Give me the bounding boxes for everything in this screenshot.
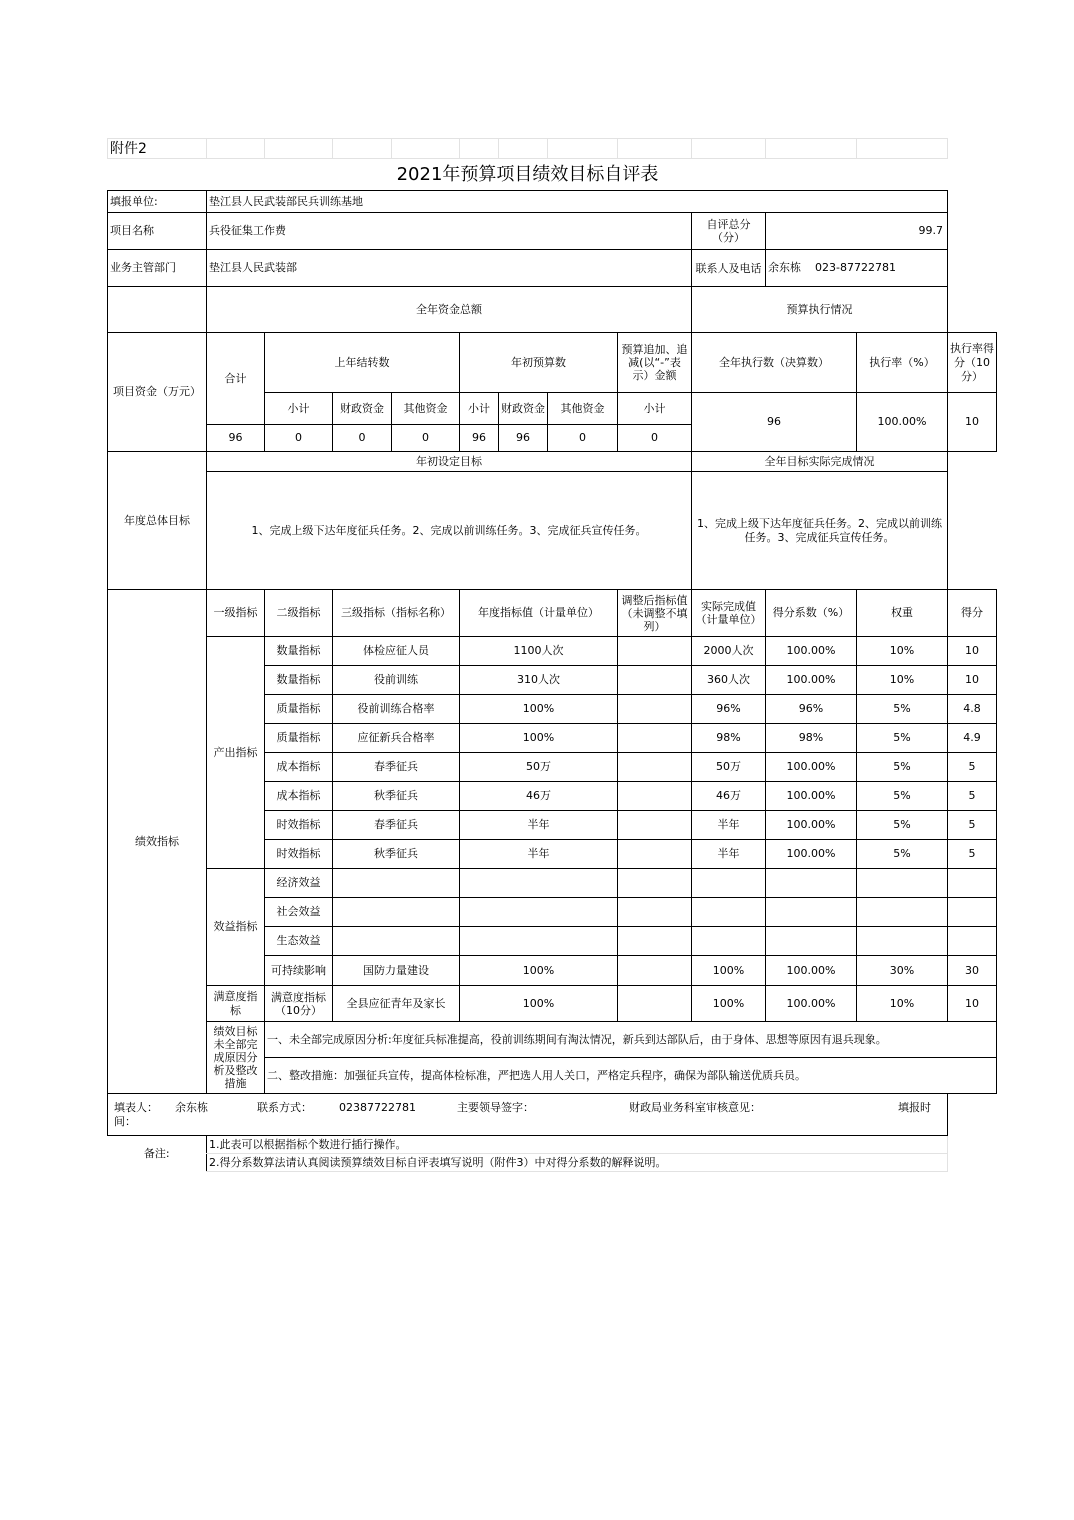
table-cell: 数量指标: [265, 666, 333, 695]
exec-rate-label: 执行率（%）: [857, 333, 948, 393]
table-cell: 经济效益: [265, 869, 333, 898]
table-cell: 应征新兵合格率: [333, 724, 460, 753]
satisfaction-label: 满意度指标: [207, 986, 265, 1022]
funds-total-header: 全年资金总额: [207, 287, 692, 333]
perf-header: 一级指标: [207, 590, 265, 637]
adjust-subtotal-label: 小计: [618, 393, 692, 425]
table-cell: 100.00%: [766, 666, 857, 695]
table-cell: 役前训练: [333, 666, 460, 695]
table-cell: [618, 956, 692, 986]
table-cell: 5: [948, 782, 997, 811]
table-cell: 10%: [857, 986, 948, 1022]
dept-value: 垫江县人民武装部: [207, 250, 692, 287]
table-cell: 5%: [857, 811, 948, 840]
table-cell: 春季征兵: [333, 753, 460, 782]
filler-label: 填表人：: [114, 1100, 158, 1114]
table-cell: 5%: [857, 840, 948, 869]
contact-label: 联系人及电话: [692, 250, 766, 287]
table-cell: [618, 637, 692, 666]
table-cell: 96%: [766, 695, 857, 724]
table-cell: 国防力量建设: [333, 956, 460, 986]
table-cell: 96%: [692, 695, 766, 724]
table-cell: 数量指标: [265, 637, 333, 666]
table-cell: 10%: [857, 637, 948, 666]
dept-label: 业务主管部门: [108, 250, 207, 287]
table-cell: 100%: [460, 986, 618, 1022]
table-cell: 50万: [692, 753, 766, 782]
table-cell: 98%: [766, 724, 857, 753]
footer-contact-label: 联系方式：: [257, 1100, 312, 1114]
funds-value: 96: [499, 425, 548, 452]
table-cell: 10: [948, 637, 997, 666]
table-cell: 成本指标: [265, 782, 333, 811]
table-cell: 时效指标: [265, 840, 333, 869]
funds-value: 0: [548, 425, 618, 452]
self-evaluation-form: [107, 138, 997, 1172]
table-cell: 春季征兵: [333, 811, 460, 840]
table-cell: 46万: [692, 782, 766, 811]
table-cell: 100%: [460, 724, 618, 753]
table-cell: 5: [948, 753, 997, 782]
table-cell: [618, 840, 692, 869]
table-cell: 30%: [857, 956, 948, 986]
finance-label: 财政局业务科室审核意见：: [628, 1100, 761, 1114]
perf-header: 得分系数（%）: [766, 590, 857, 637]
funds-value: 0: [392, 425, 460, 452]
unit-value: 垫江县人民武装部民兵训练基地: [207, 191, 948, 213]
carry-other-label: 其他资金: [392, 393, 460, 425]
table-cell: [618, 753, 692, 782]
perf-header: 三级指标（指标名称）: [333, 590, 460, 637]
evaluation-table: [107, 138, 997, 1172]
table-cell: 满意度指标（10分）: [265, 986, 333, 1022]
annual-done-header: 全年目标实际完成情况: [692, 452, 948, 472]
table-cell: 5%: [857, 695, 948, 724]
table-cell: 5%: [857, 724, 948, 753]
footer-row: [108, 1094, 948, 1136]
form-title: 2021年预算项目绩效目标自评表: [108, 159, 948, 191]
table-cell: [618, 695, 692, 724]
funds-row-label: 项目资金（万元）: [108, 333, 207, 452]
table-cell: 秋季征兵: [333, 840, 460, 869]
table-cell: 4.8: [948, 695, 997, 724]
funds-value: 0: [618, 425, 692, 452]
table-cell: 100%: [692, 956, 766, 986]
table-cell: 质量指标: [265, 695, 333, 724]
table-cell: 社会效益: [265, 898, 333, 927]
table-cell: 100%: [460, 695, 618, 724]
table-cell: 100.00%: [766, 986, 857, 1022]
table-cell: 2000人次: [692, 637, 766, 666]
table-cell: 5: [948, 811, 997, 840]
table-cell: 50万: [460, 753, 618, 782]
funds-carry-label: 上年结转数: [265, 333, 460, 393]
self-score-label: 自评总分（分）: [692, 213, 766, 250]
table-cell: [618, 666, 692, 695]
table-cell: 质量指标: [265, 724, 333, 753]
exec-score-label: 执行率得分（10分）: [948, 333, 997, 393]
perf-label: 绩效指标: [108, 590, 207, 1094]
funds-adjust-label: 预算追加、追减(以“-”表示）金额: [618, 333, 692, 393]
funds-total-label: 合计: [207, 333, 265, 425]
funds-value: 0: [265, 425, 333, 452]
table-cell: [618, 986, 692, 1022]
initial-subtotal-label: 小计: [460, 393, 499, 425]
table-cell: 100%: [692, 986, 766, 1022]
table-cell: 半年: [460, 811, 618, 840]
table-cell: 100.00%: [766, 782, 857, 811]
annual-done-text: 1、完成上级下达年度征兵任务。2、完成以前训练任务。3、完成征兵宣传任务。: [692, 472, 948, 590]
attachment-label: 附件2: [108, 139, 207, 159]
table-cell: 10%: [857, 666, 948, 695]
analysis-label: 绩效目标未全部完成原因分析及整改措施: [207, 1022, 265, 1094]
table-cell: 360人次: [692, 666, 766, 695]
table-cell: 10: [948, 666, 997, 695]
table-cell: 时效指标: [265, 811, 333, 840]
perf-header: 年度指标值（计量单位）: [460, 590, 618, 637]
exec-amount-value: 96: [692, 393, 857, 452]
table-cell: 30: [948, 956, 997, 986]
table-cell: 半年: [460, 840, 618, 869]
perf-header: 得分: [948, 590, 997, 637]
perf-header: 二级指标: [265, 590, 333, 637]
table-cell: 半年: [692, 840, 766, 869]
funds-exec-header: 预算执行情况: [692, 287, 948, 333]
filler-name: 余东栋: [175, 1100, 208, 1114]
benefit-label: 效益指标: [207, 869, 265, 986]
analysis-measure: 二、整改措施：加强征兵宣传，提高体检标准，严把选人用人关口，严格定兵程序，确保为部队输送优质兵员。: [265, 1058, 997, 1094]
exec-amount-label: 全年执行数（决算数）: [692, 333, 857, 393]
perf-header: 实际完成值（计量单位）: [692, 590, 766, 637]
leader-label: 主要领导签字：: [456, 1100, 534, 1114]
table-cell: 成本指标: [265, 753, 333, 782]
funds-value: 0: [333, 425, 392, 452]
annual-set-header: 年初设定目标: [207, 452, 692, 472]
table-cell: 全县应征青年及家长: [333, 986, 460, 1022]
table-cell: 5%: [857, 753, 948, 782]
table-cell: 体检应征人员: [333, 637, 460, 666]
carry-fiscal-label: 财政资金: [333, 393, 392, 425]
output-label: 产出指标: [207, 637, 265, 869]
project-value: 兵役征集工作费: [207, 213, 692, 250]
analysis-reason: 一、未全部完成原因分析:年度征兵标准提高，役前训练期间有淘汰情况，新兵到达部队后，由于身体、思想等原因有退兵现象。: [265, 1022, 997, 1058]
annual-goal-label: 年度总体目标: [108, 452, 207, 590]
remark-item: 2.得分系数算法请认真阅读预算绩效目标自评表填写说明（附件3）中对得分系数的解释说明。: [207, 1154, 948, 1172]
table-cell: 100.00%: [766, 637, 857, 666]
project-label: 项目名称: [108, 213, 207, 250]
perf-header: 权重: [857, 590, 948, 637]
funds-initial-label: 年初预算数: [460, 333, 618, 393]
table-cell: 100.00%: [766, 811, 857, 840]
table-cell: 5: [948, 840, 997, 869]
table-cell: 可持续影响: [265, 956, 333, 986]
carry-subtotal-label: 小计: [265, 393, 333, 425]
table-cell: 半年: [692, 811, 766, 840]
initial-fiscal-label: 财政资金: [499, 393, 548, 425]
unit-label: 填报单位:: [108, 191, 207, 213]
table-cell: 役前训练合格率: [333, 695, 460, 724]
perf-header: 调整后指标值（未调整不填列）: [618, 590, 692, 637]
table-cell: 100.00%: [766, 840, 857, 869]
funds-value: 96: [460, 425, 499, 452]
table-cell: 秋季征兵: [333, 782, 460, 811]
contact-value: 余东栋 023-87722781: [766, 250, 948, 287]
exec-rate-value: 100.00%: [857, 393, 948, 452]
date-label: 填报时间：: [114, 1100, 931, 1128]
exec-score-value: 10: [948, 393, 997, 452]
self-score-value: 99.7: [766, 213, 948, 250]
annual-set-text: 1、完成上级下达年度征兵任务。2、完成以前训练任务。3、完成征兵宣传任务。: [207, 472, 692, 590]
initial-other-label: 其他资金: [548, 393, 618, 425]
table-cell: 46万: [460, 782, 618, 811]
funds-value: 96: [207, 425, 265, 452]
table-cell: [618, 811, 692, 840]
remark-item: 1.此表可以根据指标个数进行插行操作。: [207, 1136, 948, 1154]
table-cell: 4.9: [948, 724, 997, 753]
table-cell: [618, 782, 692, 811]
table-cell: 100.00%: [766, 956, 857, 986]
table-cell: 98%: [692, 724, 766, 753]
table-cell: 生态效益: [265, 927, 333, 956]
table-cell: 10: [948, 986, 997, 1022]
remarks-label: 备注:: [143, 1146, 170, 1160]
table-cell: [618, 724, 692, 753]
table-cell: 5%: [857, 782, 948, 811]
table-cell: 1100人次: [460, 637, 618, 666]
table-cell: 100.00%: [766, 753, 857, 782]
table-cell: 310人次: [460, 666, 618, 695]
footer-contact: 02387722781: [339, 1100, 416, 1114]
table-cell: 100%: [460, 956, 618, 986]
